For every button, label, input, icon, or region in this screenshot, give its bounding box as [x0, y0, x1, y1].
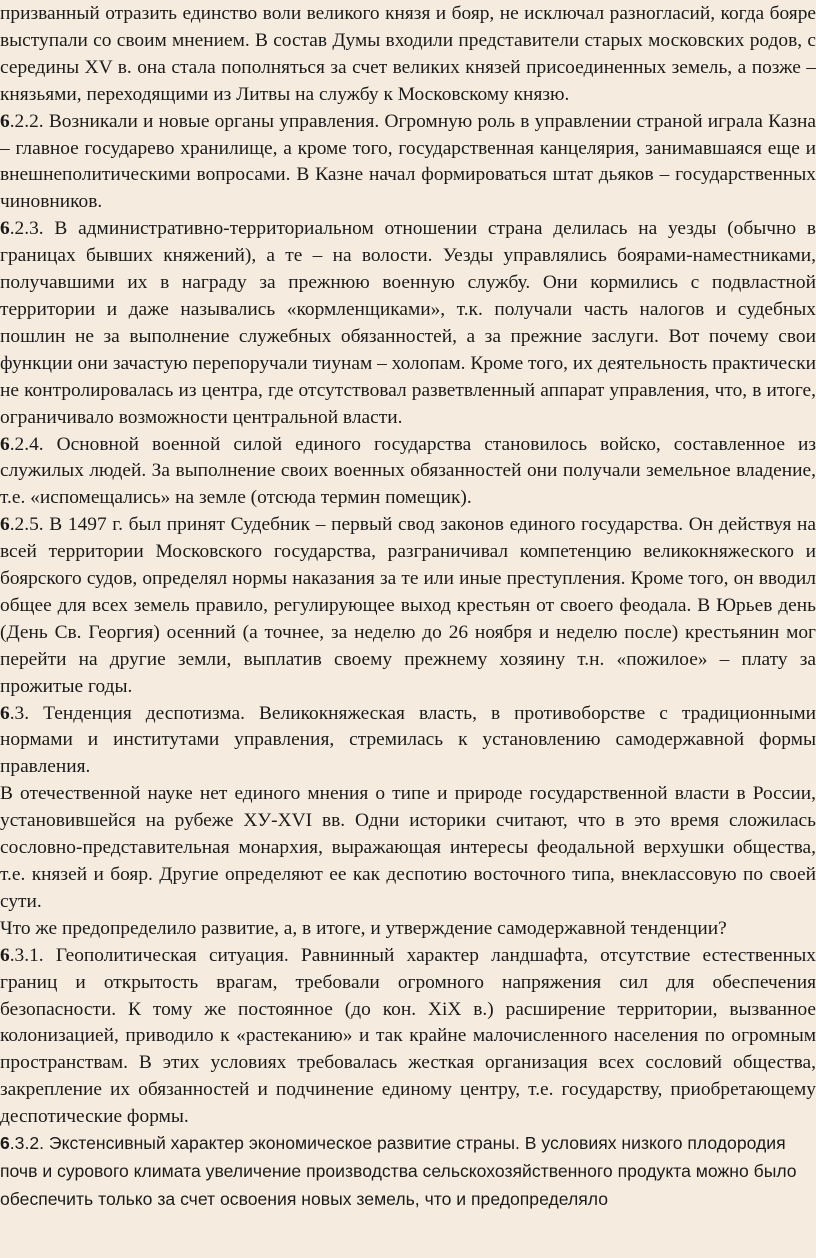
paragraph-question: Что же предопределило развитие, а, в итоге, и утверждение самодержавной тенденции? — [0, 917, 727, 939]
section-number: 6 — [0, 433, 10, 455]
paragraph-6-3-2 — [0, 1129, 816, 1213]
section-number: 6 — [0, 514, 10, 536]
paragraph-6-2-3 — [0, 216, 816, 431]
section-number: 6 — [0, 702, 10, 724]
section-number: 6 — [0, 218, 10, 240]
paragraph-6-2-2 — [0, 109, 816, 217]
paragraph-6-2-5 — [0, 512, 816, 700]
paragraph-text: .2.4. Основной военной силой единого государства становилось войско, составленное из служилых людей. За выполнение своих военных обязанностей они получали земельное владение, т.е. «испомещались» на земле (отсюда термин помещик). — [0, 433, 816, 509]
paragraph-text: .3.1. Геополитическая ситуация. Равнинный характер ландшафта, отсутствие естественных границ и открытость врагам, требовали огромного напряжения сил для обеспечения безопасности. К тому же постоянное (до кон. XiX в.) расширение территории, вызванное колонизацией, приводило к «растеканию» и так крайне малочисленного населения по огромным пространствам. В этих условиях требовалась жесткая организация всех сословий общества, закрепление их обязанностей и подчинение единому центру, т.е. государству, приобретающему деспотические формы. — [0, 944, 816, 1128]
section-number: 6 — [0, 1133, 10, 1154]
paragraph-science: В отечественной науке нет единого мнения о типе и природе государственной власти в России, установившейся на рубеже ХУ-XVI вв. Одни историки считают, что в это время сложилась сословно-представительная монархия, выражающая интересы феодальной верхушки общества, т.е. князей и бояр. Другие определяют ее как деспотию восточного типа, внеклассовую по своей сути. — [0, 783, 816, 912]
paragraph-6-2-4 — [0, 432, 816, 513]
paragraph-text: .3. Тенденция деспотизма. Великокняжеская власть, в противоборстве с традиционными нормами и институтами управления, стремилась к установлению самодержавной формы правления. — [0, 702, 816, 778]
paragraph-text: .2.5. В 1497 г. был принят Судебник – первый свод законов единого государства. Он действуя на всей территории Московского государства, разграничивал компетенцию великокняжеского и боярского судов, определял нормы наказания за те или иные преступления. Кроме того, он вводил общее для всех земель правило, регулирующее выход крестьян от своего феодала. В Юрьев день (День Св. Георгия) осенний (а точнее, за неделю до 26 ноября и неделю после) крестьянин мог перейти на другие земли, выплатив своему прежнему хозяину т.н. «пожилое» – плату за прожитые годы. — [0, 514, 816, 697]
paragraph-6-3 — [0, 701, 816, 782]
paragraph-text: .3.2. Экстенсивный характер экономическое развитие страны. В условиях низкого плодородия почв и сурового климата увеличение производства сельскохозяйственного продукта можно было обеспечить только за счет освоения новых земель, что и предопределяло — [0, 1133, 797, 1210]
paragraph-text: .2.2. Возникали и новые органы управления. Огромную роль в управлении страной играла Казна – главное государево хранилище, а кроме того, государственная канцелярия, занимавшаяся еще и внешнеполитическими вопросами. В Казне начал формироваться штат дьяков – государственных чиновников. — [0, 110, 816, 213]
paragraph-text: .2.3. В административно-территориальном отношении страна делилась на уезды (обычно в границах бывших княжений), а те – на волости. Уезды управлялись боярами-наместниками, получавшими их в награду за прежнюю военную службу. Они кормились с подвластной территории и даже назывались «кормленщиками», т.к. получали часть налогов и судебных пошлин не за выполнение служебных обязанностей, а за прежние заслуги. Вот почему свои функции они зачастую перепоручали тиунам – холопам. Кроме того, их деятельность практически не контролировалась из центра, где отсутствовал разветвленный аппарат управления, что, в итоге, ограничивало возможности центральной власти. — [0, 218, 816, 428]
section-number: 6 — [0, 944, 10, 966]
section-number: 6 — [0, 110, 10, 132]
paragraph-6-3-1 — [0, 943, 816, 1131]
paragraph-intro: призванный отразить единство воли великого князя и бояр, не исключал разногласий, когда бояре выступали со своим мнением. В состав Думы входили представители старых московских родов, с середины XV в. она стала пополняться за счет великих князей присоединенных земель, а позже – князьями, переходящими из Литвы на службу к Московскому князю. — [0, 3, 816, 105]
